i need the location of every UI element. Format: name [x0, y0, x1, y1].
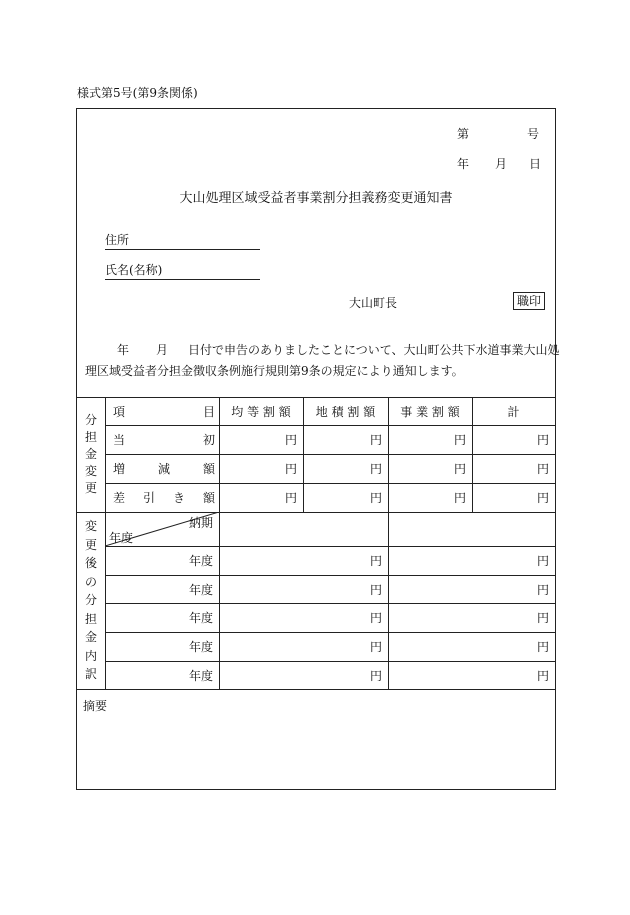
col-header-total: 計	[507, 404, 520, 419]
name-label: 氏名(名称)	[105, 263, 163, 277]
side-char: 更	[84, 481, 97, 495]
document-title: 大山処理区域受益者事業割分担義務変更通知書	[179, 191, 453, 206]
row-amount: 円	[369, 668, 382, 683]
notice-form	[76, 108, 560, 790]
table-cell: 円	[284, 462, 297, 476]
side-char: 担	[84, 430, 97, 444]
side-char: 更	[84, 537, 97, 552]
table-cell: 円	[284, 433, 297, 447]
row-initial-label-2: 初	[203, 433, 216, 447]
row-amount: 円	[536, 582, 549, 597]
side-char: 変	[84, 464, 97, 478]
address-label: 住所	[105, 233, 130, 247]
row-year: 年度	[188, 582, 213, 597]
row-diff-label-4: 額	[203, 491, 216, 505]
row-change-label-3: 額	[203, 462, 216, 476]
row-diff-label-3: き	[173, 491, 186, 505]
row-year: 年度	[188, 554, 213, 568]
header-delivery-period: 納期	[189, 516, 214, 530]
row-year: 年度	[188, 640, 213, 654]
side-char: 担	[84, 611, 97, 626]
table-cell: 円	[536, 491, 549, 505]
side-char: の	[84, 574, 97, 589]
change-table-side-label	[77, 397, 105, 512]
col-item-left: 項	[113, 404, 126, 419]
row-amount: 円	[369, 582, 382, 597]
table-cell: 円	[453, 491, 466, 505]
table-cell: 円	[453, 462, 466, 476]
row-amount: 円	[536, 640, 549, 654]
row-amount: 円	[369, 554, 382, 568]
row-amount: 円	[369, 611, 382, 625]
row-amount: 円	[536, 554, 549, 568]
table-cell: 円	[536, 433, 549, 447]
header-fiscal-year: 年度	[109, 531, 134, 545]
row-amount: 円	[369, 640, 382, 654]
side-char: 分	[84, 593, 97, 608]
table-cell: 円	[369, 491, 382, 505]
col-header-area: 地 積 割 額	[315, 404, 376, 419]
table-cell: 円	[369, 433, 382, 447]
number-go: 号	[527, 127, 540, 141]
row-initial-label-1: 当	[113, 433, 126, 447]
col-header-project: 事 業 割 額	[400, 404, 460, 419]
body-year: 年	[117, 343, 130, 357]
side-char: 後	[84, 556, 97, 571]
row-amount: 円	[536, 668, 549, 683]
row-change-label-2: 減	[158, 462, 171, 476]
table-cell: 円	[536, 462, 549, 476]
side-char: 訳	[84, 667, 97, 682]
remarks-label: 摘要	[83, 699, 108, 713]
sender-name: 大山町長	[349, 296, 398, 310]
number-dai: 第	[457, 127, 470, 141]
address-field	[105, 231, 260, 250]
row-change-label-1: 増	[113, 462, 126, 476]
col-item-right: 目	[203, 404, 216, 419]
official-seal: 職印	[513, 292, 545, 310]
table-cell: 円	[453, 433, 466, 447]
row-year: 年度	[188, 611, 213, 625]
row-diff-label-2: 引	[143, 491, 156, 505]
table-cell: 円	[369, 462, 382, 476]
form-number-label: 様式第5号(第9条関係)	[77, 86, 198, 100]
side-char: 金	[84, 447, 97, 461]
row-amount: 円	[536, 611, 549, 625]
date-year: 年	[457, 157, 470, 171]
row-year: 年度	[188, 668, 213, 683]
side-char: 金	[84, 630, 97, 645]
body-line2: 理区域受益者分担金徴収条例施行規則第9条の規定により通知します。	[85, 364, 464, 378]
body-line1: 日付で申告のありましたことについて、大山町公共下水道事業大山処	[188, 343, 560, 357]
col-header-equal: 均 等 割 額	[231, 404, 291, 419]
breakdown-table-side-label	[77, 512, 105, 689]
side-char: 内	[84, 648, 97, 663]
table-cell: 円	[284, 491, 297, 505]
side-char: 分	[84, 413, 97, 427]
body-month: 月	[156, 343, 169, 357]
date-day: 日	[529, 157, 542, 171]
row-diff-label-1: 差	[113, 491, 126, 505]
date-month: 月	[495, 157, 508, 171]
name-field	[105, 261, 260, 280]
side-char: 変	[84, 519, 97, 534]
